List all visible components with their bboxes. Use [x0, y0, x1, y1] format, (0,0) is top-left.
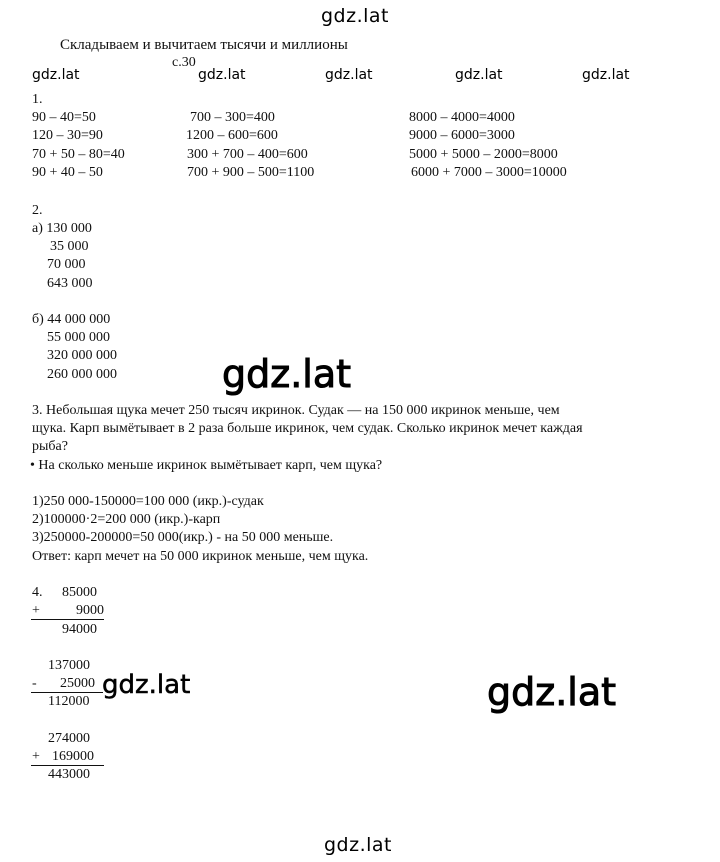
- task4-ex1-underline: [31, 603, 104, 620]
- task4-ex3-sign: +: [32, 749, 40, 764]
- task1-col3-line: 8000 – 4000=4000: [409, 110, 515, 125]
- task3-text-line: рыба?: [32, 439, 68, 454]
- task4-ex1-sign: +: [32, 603, 40, 618]
- watermark-row-4: gdz.lat: [455, 67, 503, 83]
- task4-ex3-bottom: 169000: [52, 749, 94, 764]
- task1-col2-line: 300 + 700 – 400=600: [187, 147, 308, 162]
- task4-ex1-bottom: 9000: [76, 603, 104, 618]
- task1-col3-line: 9000 – 6000=3000: [409, 128, 515, 143]
- task3-solution-line: 2)100000·2=200 000 (икр.)-карп: [32, 512, 221, 527]
- task4-ex2-bottom: 25000: [60, 676, 95, 691]
- task1-col2-line: 1200 – 600=600: [186, 128, 278, 143]
- task2-a-line: 70 000: [47, 257, 86, 272]
- task2-b-line: б) 44 000 000: [32, 312, 111, 327]
- task2-a-line: 35 000: [50, 239, 89, 254]
- watermark-row-2: gdz.lat: [198, 67, 246, 83]
- task4-ex3-underline: [31, 749, 104, 766]
- task2-a-line: а) 130 000: [32, 221, 92, 236]
- watermark-bottom: gdz.lat: [324, 834, 393, 856]
- task3-solution-line: 3)250000-200000=50 000(икр.) - на 50 000 меньше.: [32, 530, 334, 545]
- task4-ex1-result: 94000: [62, 622, 97, 637]
- task4-number: 4.: [32, 585, 43, 600]
- watermark-row-3: gdz.lat: [325, 67, 373, 83]
- task4-ex3-result: 443000: [48, 767, 90, 782]
- task1-col1-line: 120 – 30=90: [32, 128, 103, 143]
- task3-question: • На сколько меньше икринок вымётывает карп, чем щука?: [30, 458, 383, 473]
- task4-ex2-underline: [31, 676, 103, 693]
- watermark-large-middle: gdz.lat: [222, 352, 352, 396]
- watermark-row-1: gdz.lat: [32, 67, 80, 83]
- task3-solution-line: 1)250 000-150000=100 000 (икр.)-судак: [32, 494, 264, 509]
- task4-ex3-top: 274000: [48, 731, 90, 746]
- task3-answer: Ответ: карп мечет на 50 000 икринок меньше, чем щука.: [32, 549, 369, 564]
- task2-b-line: 260 000 000: [47, 367, 117, 382]
- task4-ex1-top: 85000: [62, 585, 97, 600]
- watermark-large-right: gdz.lat: [487, 670, 617, 714]
- task3-text-line: щука. Карп вымётывает в 2 раза больше икринок, чем судак. Сколько икринок мечет каждая: [32, 421, 583, 436]
- watermark-medium-left: gdz.lat: [102, 670, 191, 700]
- page-number: с.30: [172, 55, 196, 70]
- task1-col3-line: 5000 + 5000 – 2000=8000: [409, 147, 558, 162]
- task1-col1-line: 70 + 50 – 80=40: [32, 147, 125, 162]
- task2-b-line: 55 000 000: [47, 330, 110, 345]
- task3-text-line: 3. Небольшая щука мечет 250 тысяч икринок. Судак — на 150 000 икринок меньше, чем: [32, 403, 560, 418]
- task1-col1-line: 90 – 40=50: [32, 110, 96, 125]
- task1-col3-line: 6000 + 7000 – 3000=10000: [411, 165, 567, 180]
- task4-ex2-result: 112000: [48, 694, 90, 709]
- watermark-row-5: gdz.lat: [582, 67, 630, 83]
- task2-number: 2.: [32, 203, 43, 218]
- task2-b-line: 320 000 000: [47, 348, 117, 363]
- task1-col2-line: 700 – 300=400: [190, 110, 275, 125]
- task1-number: 1.: [32, 92, 43, 107]
- task1-col1-line: 90 + 40 – 50: [32, 165, 103, 180]
- task2-a-line: 643 000: [47, 276, 93, 291]
- task4-ex2-top: 137000: [48, 658, 90, 673]
- task1-col2-line: 700 + 900 – 500=1100: [187, 165, 315, 180]
- task4-ex2-sign: -: [32, 676, 37, 691]
- watermark-top: gdz.lat: [321, 5, 390, 27]
- page-title: Складываем и вычитаем тысячи и миллионы: [60, 37, 348, 53]
